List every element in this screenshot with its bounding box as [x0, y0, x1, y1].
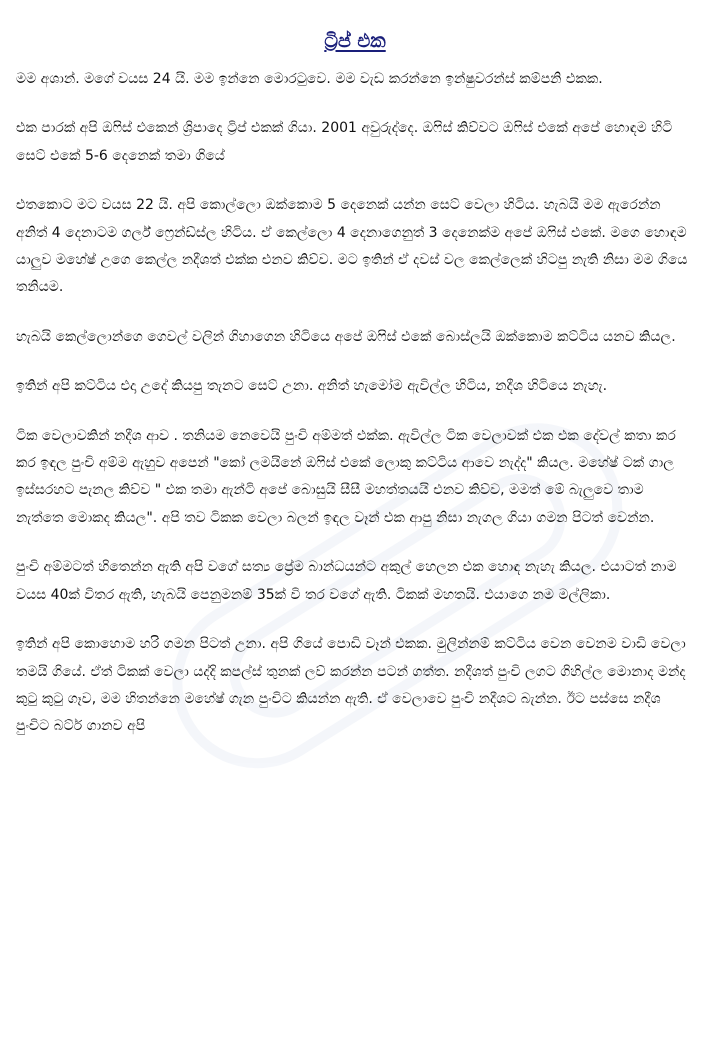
paragraph-7: පුංචි අම්මටත් හිතෙන්න ඇති අපි වගේ සත්‍ය ප්‍රේම බාන්ධයන්ට අකුල් හෙලන එක හොඳ නැහැ කියල. එයාටත් නාම වයස 40ක් විතර ඇති, හැබයි පෙනුමනම් 35ක් වි තර වගේ ඇති. ටිකක් මහතයි. එයාගෙ නම මල්ලිකා. — [16, 559, 677, 603]
paragraph-8: ඉතින් අපි කොහොම හරි ගමන පිටත් උනා. අපි ගියේ පොඩි වෑන් එකක. මුලින්නම් කට්ටිය වෙන වෙනම වාඩි වෙලා තමයි ගියේ. ඒත් ටිකක් වෙලා යද්දි කපල්ස් තුනක් ලව් කරන්න පටන් ගත්ත. නදීශත් පුංචි ලගට ගිහිල්ල මොනාද මන්ද කුටු කුටු ගෑව, මම හිතන්නෙ මහේෂ් ගැන පුංචිට කියන්න ඇති. ඒ වෙලාවෙ පුංචි නදීශට බැන්න. ඊට පස්සෙ නදීශ පුංචිට බට්ර් ගානව අපි — [16, 636, 686, 735]
paragraph-2: එක පාරක් අපි ඔෆිස් එකෙන් ශ්‍රිපාදෙ ට්‍රිප් එකක් ගියා. 2001 අවුරුද්දෙ. ඔෆිස් කිව්වට ඔෆිස් එකේ අපේ හොඳම හිටි සෙට් එකේ 5-6 දෙනෙක් තමා ගියේ — [16, 120, 673, 164]
paragraph-6: ටික වෙලාවකින් නදීශ ආව . තනියම නෙවෙයි පුංචි අම්මත් එක්ක. ඇවිල්ල ටික වෙලාවක් එක එක දේවල් කතා කර කර ඉඳල පුංචි අම්ම ඇහුව අපෙන් "කෝ ලමයිනේ ඔෆිස් එකේ ලොකු කට්ටිය ආවෙ නැද්ද" කියල. මහේෂ් ටක් ගාල ඉස්සරහට පැනල කිව්ව " එක තමා ඇන්ටි අපේ බොසුයි සීසී මහත්තයයි එනව කිව්ව, මමත් මේ බැලුවෙ තාම නැත්තෙ මොකද කියල". අපි තව ටිකක වෙලා බලන් ඉඳල වෑන් එක ආපු නිසා නැගල ගියා ගමන පිටත් වෙන්න. — [16, 427, 676, 526]
paragraph-4: හැබයි කෙල්ලොන්ගෙ ගෙවල් වලින් ගිහාගෙන හිටියෙ අපේ ඔෆිස් එකේ බොස්ලයි ඔක්කොම කට්ටිය යනව කියල. — [16, 328, 676, 345]
paragraph-1: මම අශාන්. මගේ වයස 24 යි. මම ඉන්නෙ මොරටුවෙ. මම වැඩ කරන්නෙ ඉන්ෂුවරන්ස් කම්පනි එකක. — [16, 71, 603, 87]
paragraph-3: එතකොට මට වයස 22 යි. අපි කොල්ලො ඔක්කොම 5 දෙනෙක් යන්න සෙට් වෙලා හිටිය. හැබයි මම ඇරෙන්න අනිත් 4 දෙනාටම ගර්ල් ෆ්‍රෙන්ඩ්ස්ල හිටිය. ඒ කෙල්ලො 4 දෙනාගෙනුත් 3 දෙනෙක්ම අපේ ඔෆිස් එකේ. මගෙ හොඳම යාලුව මහේෂ් උගෙ කෙල්ල නදීශත් එක්ක එනව කිව්ව. මට ඉතින් ඒ දවස් වල කෙල්ලෙක් හිටපු නැති නිසා මම ගියෙ තනියම. — [16, 197, 688, 296]
document-title: ට්‍රිප් එක — [324, 30, 386, 52]
paragraph-5: ඉතින් අපි කට්ටිය එදා උදේ කියපු තැනට සෙට් උනා. අනිත් හැමෝම ඇවිල්ල හිටිය, නදීශ හිටියෙ නැහැ. — [16, 378, 608, 395]
document-body — [16, 66, 692, 741]
